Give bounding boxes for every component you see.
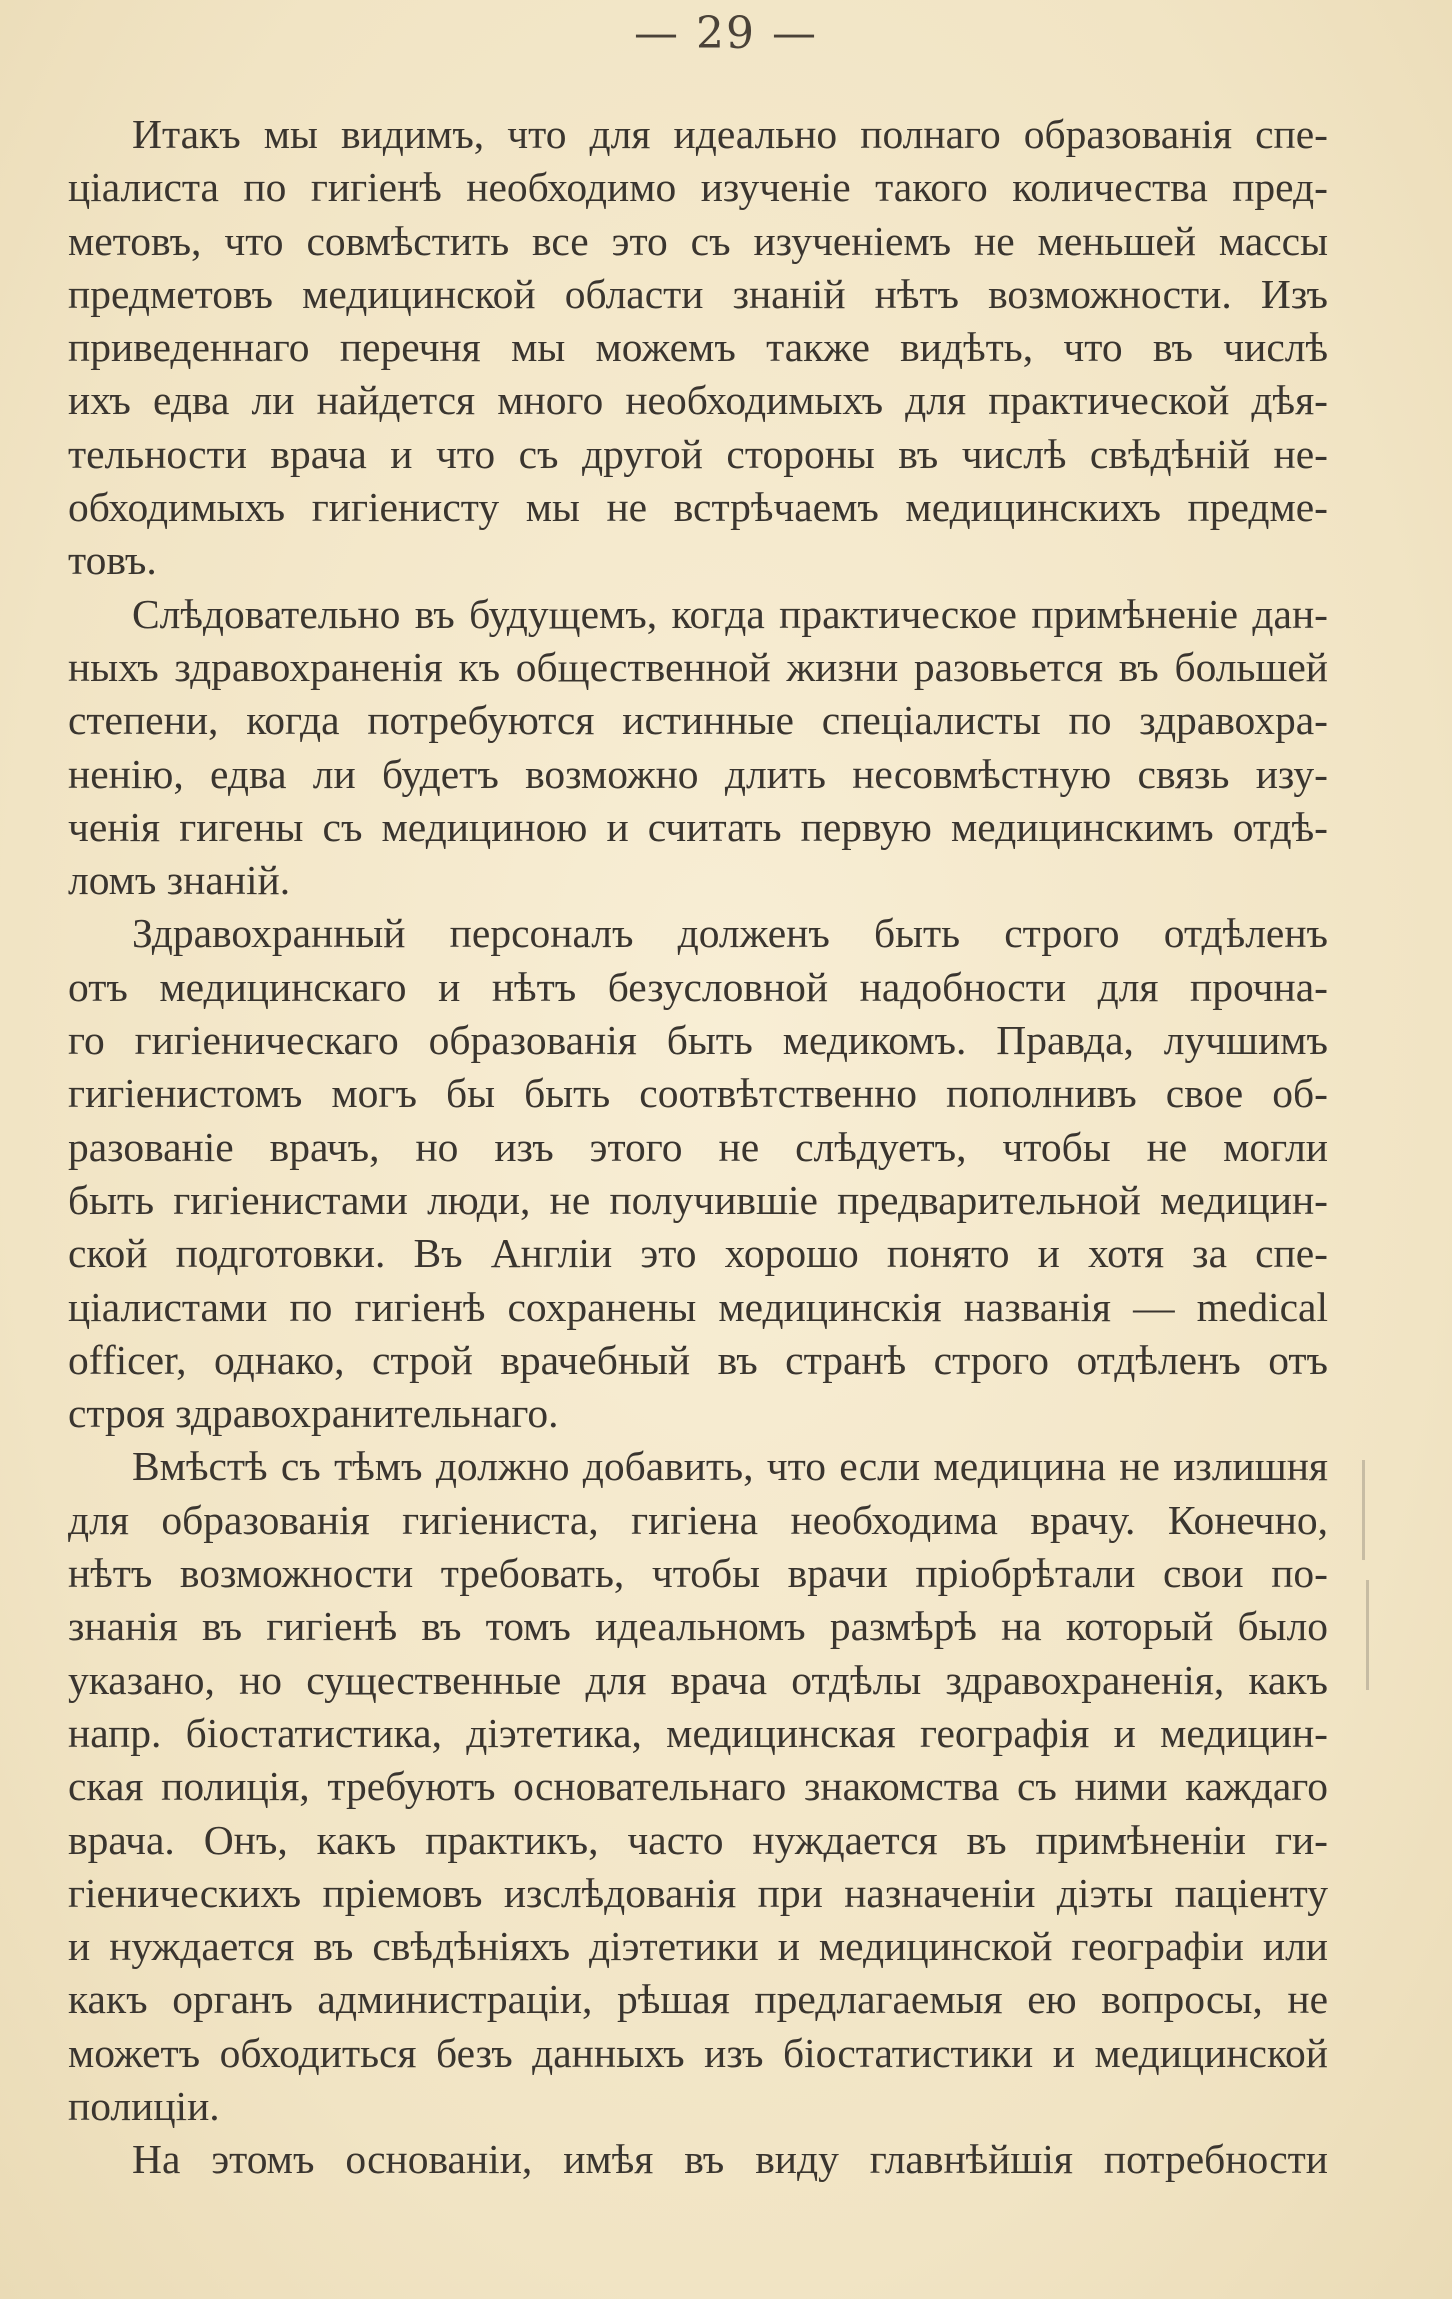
paragraph-1 [68,108,1328,588]
text-line: можетъ обходиться безъ данныхъ изъ біостатистики и медицинской [68,2029,1328,2076]
text-line: полиціи. [68,2082,220,2129]
text-line: нѣтъ возможности требовать, чтобы врачи пріобрѣтали свои по- [68,1550,1328,1597]
text-line: напр. біостатистика, діэтетика, медицинская географія и медицин- [68,1709,1328,1756]
text-line: На этомъ основаніи, имѣя въ виду главнѣйшія потребности [132,2136,1328,2183]
text-line: быть гигіенистами люди, не получившіе предварительной медицин- [68,1176,1328,1223]
text-line: обходимыхъ гигіенисту мы не встрѣчаемъ медицинскихъ предме- [68,484,1328,531]
page-number: — 29 — [634,8,818,59]
text-line: Вмѣстѣ съ тѣмъ должно добавить, что если медицина не излишня [132,1443,1328,1490]
text-line: гигіенистомъ могъ бы быть соотвѣтственно пополнивъ свое об- [68,1070,1328,1117]
paragraph-2 [68,588,1328,908]
text-line: ціалистами по гигіенѣ сохранены медицинскія названія — medical [68,1283,1328,1330]
text-line: Здравохранный персоналъ долженъ быть строго отдѣленъ [132,910,1328,957]
text-line: ихъ едва ли найдется много необходимыхъ для практической дѣя- [68,377,1328,424]
text-line: отъ медицинскаго и нѣтъ безусловной надобности для прочна- [68,963,1328,1010]
text-line: указано, но существенные для врача отдѣлы здравохраненія, какъ [68,1656,1328,1703]
text-line: ціалиста по гигіенѣ необходимо изученіе такого количества пред- [68,164,1328,211]
text-line: ломъ знаній. [68,857,291,904]
text-line: ченія гигены съ медициною и считать первую медицинскимъ отдѣ- [68,803,1328,850]
text-line: приведеннаго перечня мы можемъ также видѣть, что въ числѣ [68,324,1328,371]
text-line: степени, когда потребуются истинные спеціалисты по здравохра- [68,697,1328,744]
text-line: знанія въ гигіенѣ въ томъ идеальномъ размѣрѣ на который было [68,1603,1328,1650]
paragraph-5 [68,2133,1328,2186]
text-line: ненію, едва ли будетъ возможно длить несовмѣстную связь изу- [68,750,1328,797]
text-line: метовъ, что совмѣстить все это съ изученіемъ не меньшей массы [68,217,1328,264]
text-line: товъ. [68,537,157,584]
text-line: го гигіеническаго образованія быть медикомъ. Правда, лучшимъ [68,1017,1328,1064]
paragraph-4 [68,1440,1328,2133]
text-line: ныхъ здравохраненія къ общественной жизни разовьется въ большей [68,643,1328,690]
text-line: строя здравохранительнаго. [68,1390,559,1437]
text-line: и нуждается въ свѣдѣніяхъ діэтетики и медицинской географіи или [68,1923,1328,1970]
text-line: какъ органъ администраціи, рѣшая предлагаемыя ею вопросы, не [68,1976,1328,2023]
text-line: Слѣдовательно въ будущемъ, когда практическое примѣненіе дан- [132,590,1328,637]
text-line: ская полиція, требуютъ основательнаго знакомства съ ними каждаго [68,1763,1328,1810]
text-line: ской подготовки. Въ Англіи это хорошо понято и хотя за спе- [68,1230,1328,1277]
text-line: Итакъ мы видимъ, что для идеально полнаго образованія спе- [132,111,1328,157]
text-line: тельности врача и что съ другой стороны въ числѣ свѣдѣній не- [68,430,1328,477]
margin-pencil-mark [1366,1580,1369,1690]
text-line: предметовъ медицинской области знаній нѣтъ возможности. Изъ [68,270,1328,317]
text-line: для образованія гигіениста, гигіена необходима врачу. Конечно, [68,1496,1328,1543]
text-line: разованіе врачъ, но изъ этого не слѣдуетъ, чтобы не могли [68,1123,1328,1170]
text-line: врача. Онъ, какъ практикъ, часто нуждается въ примѣненіи ги- [68,1816,1328,1863]
paragraph-3 [68,907,1328,1440]
body-text [68,108,1328,2187]
text-line: officer, однако, строй врачебный въ странѣ строго отдѣленъ отъ [68,1336,1328,1383]
text-line: гіеническихъ пріемовъ изслѣдованія при назначеніи діэты паціенту [68,1869,1328,1916]
margin-pencil-mark [1362,1460,1365,1560]
